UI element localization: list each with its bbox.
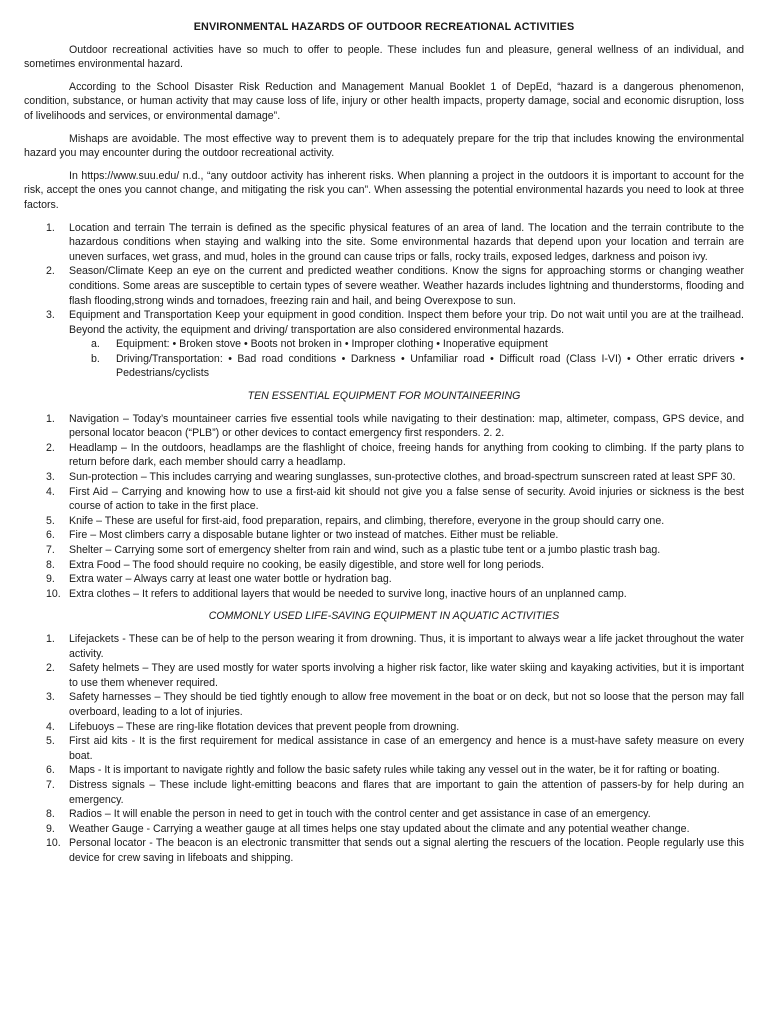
item-number: 2. [46,441,55,454]
item-text: Equipment and Transportation Keep your equipment in good condition. Inspect them before your trip. Do not wait until you are at the trailhead. Beyond the activity, the equipment and driving/ transportation are also considered environmental hazards. [69,309,744,336]
list-item [24,308,744,381]
item-number: 7. [46,778,55,791]
item-text: Radios – It will enable the person in need to get in touch with the control center and get assistance in case of an emergency. [69,808,651,821]
item-number: 1. [46,221,55,234]
sub-item-text: Equipment: • Broken stove • Boots not broken in • Improper clothing • Inoperative equipment [116,338,548,351]
list-item [24,221,744,265]
list-item [24,661,744,690]
item-text: Location and terrain The terrain is defined as the specific physical features of an area of land. The location and the terrain contribute to the hazardous conditions when staying and walking into the site. Some environmental hazards that depend upon your location and terrain are uneven surfaces, wet grass, and mud, holes in the ground can cause trips or falls, rocky trails, exposed ledges, darkness and poison ivy. [69,221,744,263]
item-number: 9. [46,573,55,586]
list-item [24,720,744,735]
item-number: 5. [46,514,55,527]
item-text: Fire – Most climbers carry a disposable butane lighter or two instead of matches. Either must be reliable. [69,529,559,542]
list-item [24,543,744,558]
item-text: Extra clothes – It refers to additional layers that would be needed to survive long, inactive hours of an unplanned camp. [69,587,627,600]
sublist-item [69,337,744,352]
item-text: First aid kits - It is the first requirement for medical assistance in case of an emergency and hence is a must-have safety measure on every boat. [69,735,744,762]
item-text: Extra water – Always carry at least one water bottle or hydration bag. [69,573,392,586]
document-title: ENVIRONMENTAL HAZARDS OF OUTDOOR RECREATIONAL ACTIVITIES [193,21,575,33]
intro-paragraph: Outdoor recreational activities have so much to offer to people. These includes fun and pleasure, general wellness of an individual, and sometimes environmental hazard. [24,43,744,71]
item-number: 5. [46,735,55,748]
sub-item-letter: b. [91,352,100,365]
item-text: Lifebuoys – These are ring-like flotation devices that prevent people from drowning. [69,720,460,733]
item-number: 3. [46,691,55,704]
list-item [24,528,744,543]
item-number: 10. [46,587,61,600]
item-number: 1. [46,412,55,425]
item-text: Lifejackets - These can be of help to the person wearing it from drowning. Thus, it is important to always wear a life jacket throughout the water activity. [69,632,744,660]
item-number: 10. [46,837,61,850]
list-item [24,778,744,807]
item-text: Distress signals – These include light-emitting beacons and flares that are important to gain the attention of passers-by for help during an emergency. [69,778,744,806]
item-number: 4. [46,720,55,733]
list-item [24,572,744,587]
item-number: 4. [46,485,55,498]
item-text: Shelter – Carrying some sort of emergency shelter from rain and wind, such as a plastic tube tent or a jumbo plastic trash bag. [69,544,661,556]
list-item [24,514,744,529]
list-item [24,558,744,573]
list-item [24,836,744,865]
sublist-item [69,352,744,381]
list-item [24,485,744,514]
item-number: 1. [46,632,55,645]
list-item [24,822,744,837]
list-item [24,690,744,719]
mountaineering-heading: TEN ESSENTIAL EQUIPMENT FOR MOUNTAINEERING [247,390,521,403]
intro-paragraph: In https://www.suu.edu/ n.d., “any outdoor activity has inherent risks. When planning a project in the outdoors it is important to account for the risk, accept the ones you cannot change, and mitigating the risk you can”. When assessing the potential environmental hazards you need to look at three factors. [24,169,744,211]
item-number: 6. [46,764,55,777]
item-text: Navigation – Today’s mountaineer carries five essential tools while navigating to their destination: map, altimeter, compass, GPS device, and personal locator beacon (“PLB”) or other devices to contact emergency first responders. 2. 2. [69,412,744,440]
aquatic-heading: COMMONLY USED LIFE-SAVING EQUIPMENT IN AQUATIC ACTIVITIES [208,610,560,623]
list-item [24,587,744,602]
item-text: Safety harnesses – They should be tied tightly enough to allow free movement in the boat or on deck, but not so loose that the person may fall overboard, leading to a lot of injuries. [69,691,744,718]
aquatic-list [24,632,744,866]
item-text: Knife – These are useful for first-aid, food preparation, repairs, and climbing, therefore, everyone in the group should carry one. [69,514,665,527]
factors-list [24,221,744,382]
item-number: 9. [46,822,55,835]
sub-item-text: Driving/Transportation: • Bad road conditions • Darkness • Unfamiliar road • Difficult road (Class I-VI) • Other erratic drivers • Pedestrians/cyclists [116,352,744,380]
list-item [24,412,744,441]
item-number: 2. [46,662,55,675]
item-number: 3. [46,471,55,484]
item-number: 3. [46,309,55,322]
item-text: Sun-protection – This includes carrying and wearing sunglasses, sun-protective clothes, and broad-spectrum sunscreen rated at least SPF 30. [69,471,736,484]
factor-sublist [69,337,744,381]
list-item [24,734,744,763]
item-text: Weather Gauge - Carrying a weather gauge at all times helps one stay updated about the climate and any potential weather change. [69,822,690,835]
item-text: Safety helmets – They are used mostly for water sports involving a higher risk factor, like water skiing and kayaking activities, but it is important to use them whenever required. [69,662,744,689]
item-number: 8. [46,558,55,571]
list-item [24,763,744,778]
item-number: 8. [46,808,55,821]
mountaineering-list [24,412,744,602]
list-item [24,264,744,308]
item-text: Personal locator - The beacon is an electronic transmitter that sends out a signal alerting the rescuers of the location. People regularly use this device for crew saving in lifeboats and shipping. [69,837,744,864]
item-text: Maps - It is important to navigate rightly and follow the basic safety rules while taking any vessel out in the water, be it for rafting or boating. [69,764,720,777]
item-text: Extra Food – The food should require no cooking, be easily digestible, and store well for long periods. [69,558,545,571]
list-item [24,470,744,485]
list-item [24,807,744,822]
intro-paragraph: Mishaps are avoidable. The most effective way to prevent them is to adequately prepare for the trip that includes knowing the environmental hazard you may encounter during the outdoor recreational activity. [24,132,744,160]
item-text: Headlamp – In the outdoors, headlamps are the flashlight of choice, freeing hands for anything from cooking to climbing. If the party plans to return before dark, each member should carry a headlamp. [69,441,744,469]
list-item [24,632,744,661]
item-text: First Aid – Carrying and knowing how to use a first-aid kit should not give you a false sense of security. Avoid injuries or sickness is the best course of action to take in the first place. [69,485,744,513]
item-number: 7. [46,544,55,556]
item-text: Season/Climate Keep an eye on the current and predicted weather conditions. Know the signs for approaching storms or changing weather conditions. Some areas are susceptible to certain types of severe weather. Weather hazards includes lightning and thunderstorms, flooding and flash flooding,strong winds and tornadoes, freezing rain and hail, and being Overexpose to sun. [69,265,744,307]
sub-item-letter: a. [91,338,100,351]
item-number: 2. [46,265,55,278]
list-item [24,441,744,470]
intro-paragraph: According to the School Disaster Risk Reduction and Management Manual Booklet 1 of DepEd, “hazard is a dangerous phenomenon, condition, substance, or human activity that may cause loss of life, injury or other health impacts, property damage, social and economic disruption, loss of livelihoods and services, or environmental damage”. [24,80,744,122]
item-number: 6. [46,529,55,542]
